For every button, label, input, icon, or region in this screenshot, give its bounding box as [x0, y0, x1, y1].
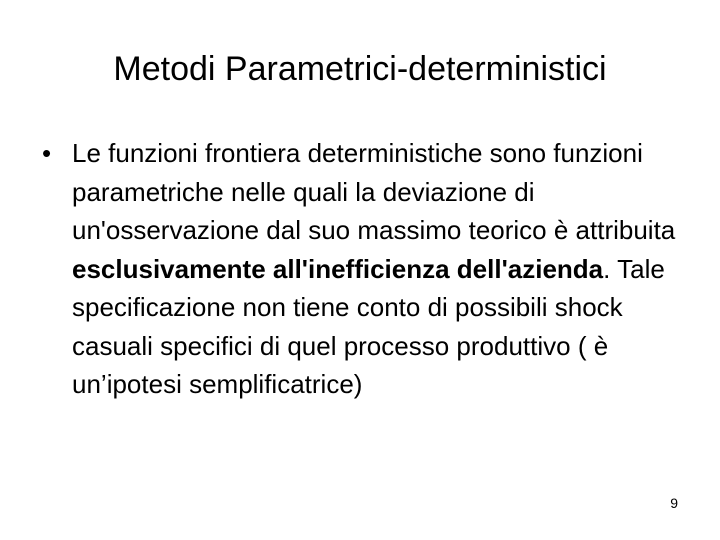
bullet-text-emphasis: esclusivamente all'inefficienza dell'azienda [72, 253, 604, 284]
bullet-text-conclusion: . Tale specificazione non tiene conto di possibili shock casuali specifici di quel processo produttivo ( è un’ipotesi semplificatrice) [72, 253, 665, 399]
bullet-list [42, 134, 682, 404]
bullet-marker: • [42, 138, 52, 168]
bullet-item [42, 134, 682, 404]
page-number: 9 [670, 495, 678, 511]
slide-title: Metodi Parametrici-deterministici [113, 50, 607, 88]
bullet-text-intro: Le funzioni frontiera deterministiche sono funzioni parametriche nelle quali la deviazione di un'osservazione dal suo massimo teorico è attribuita [72, 138, 676, 245]
